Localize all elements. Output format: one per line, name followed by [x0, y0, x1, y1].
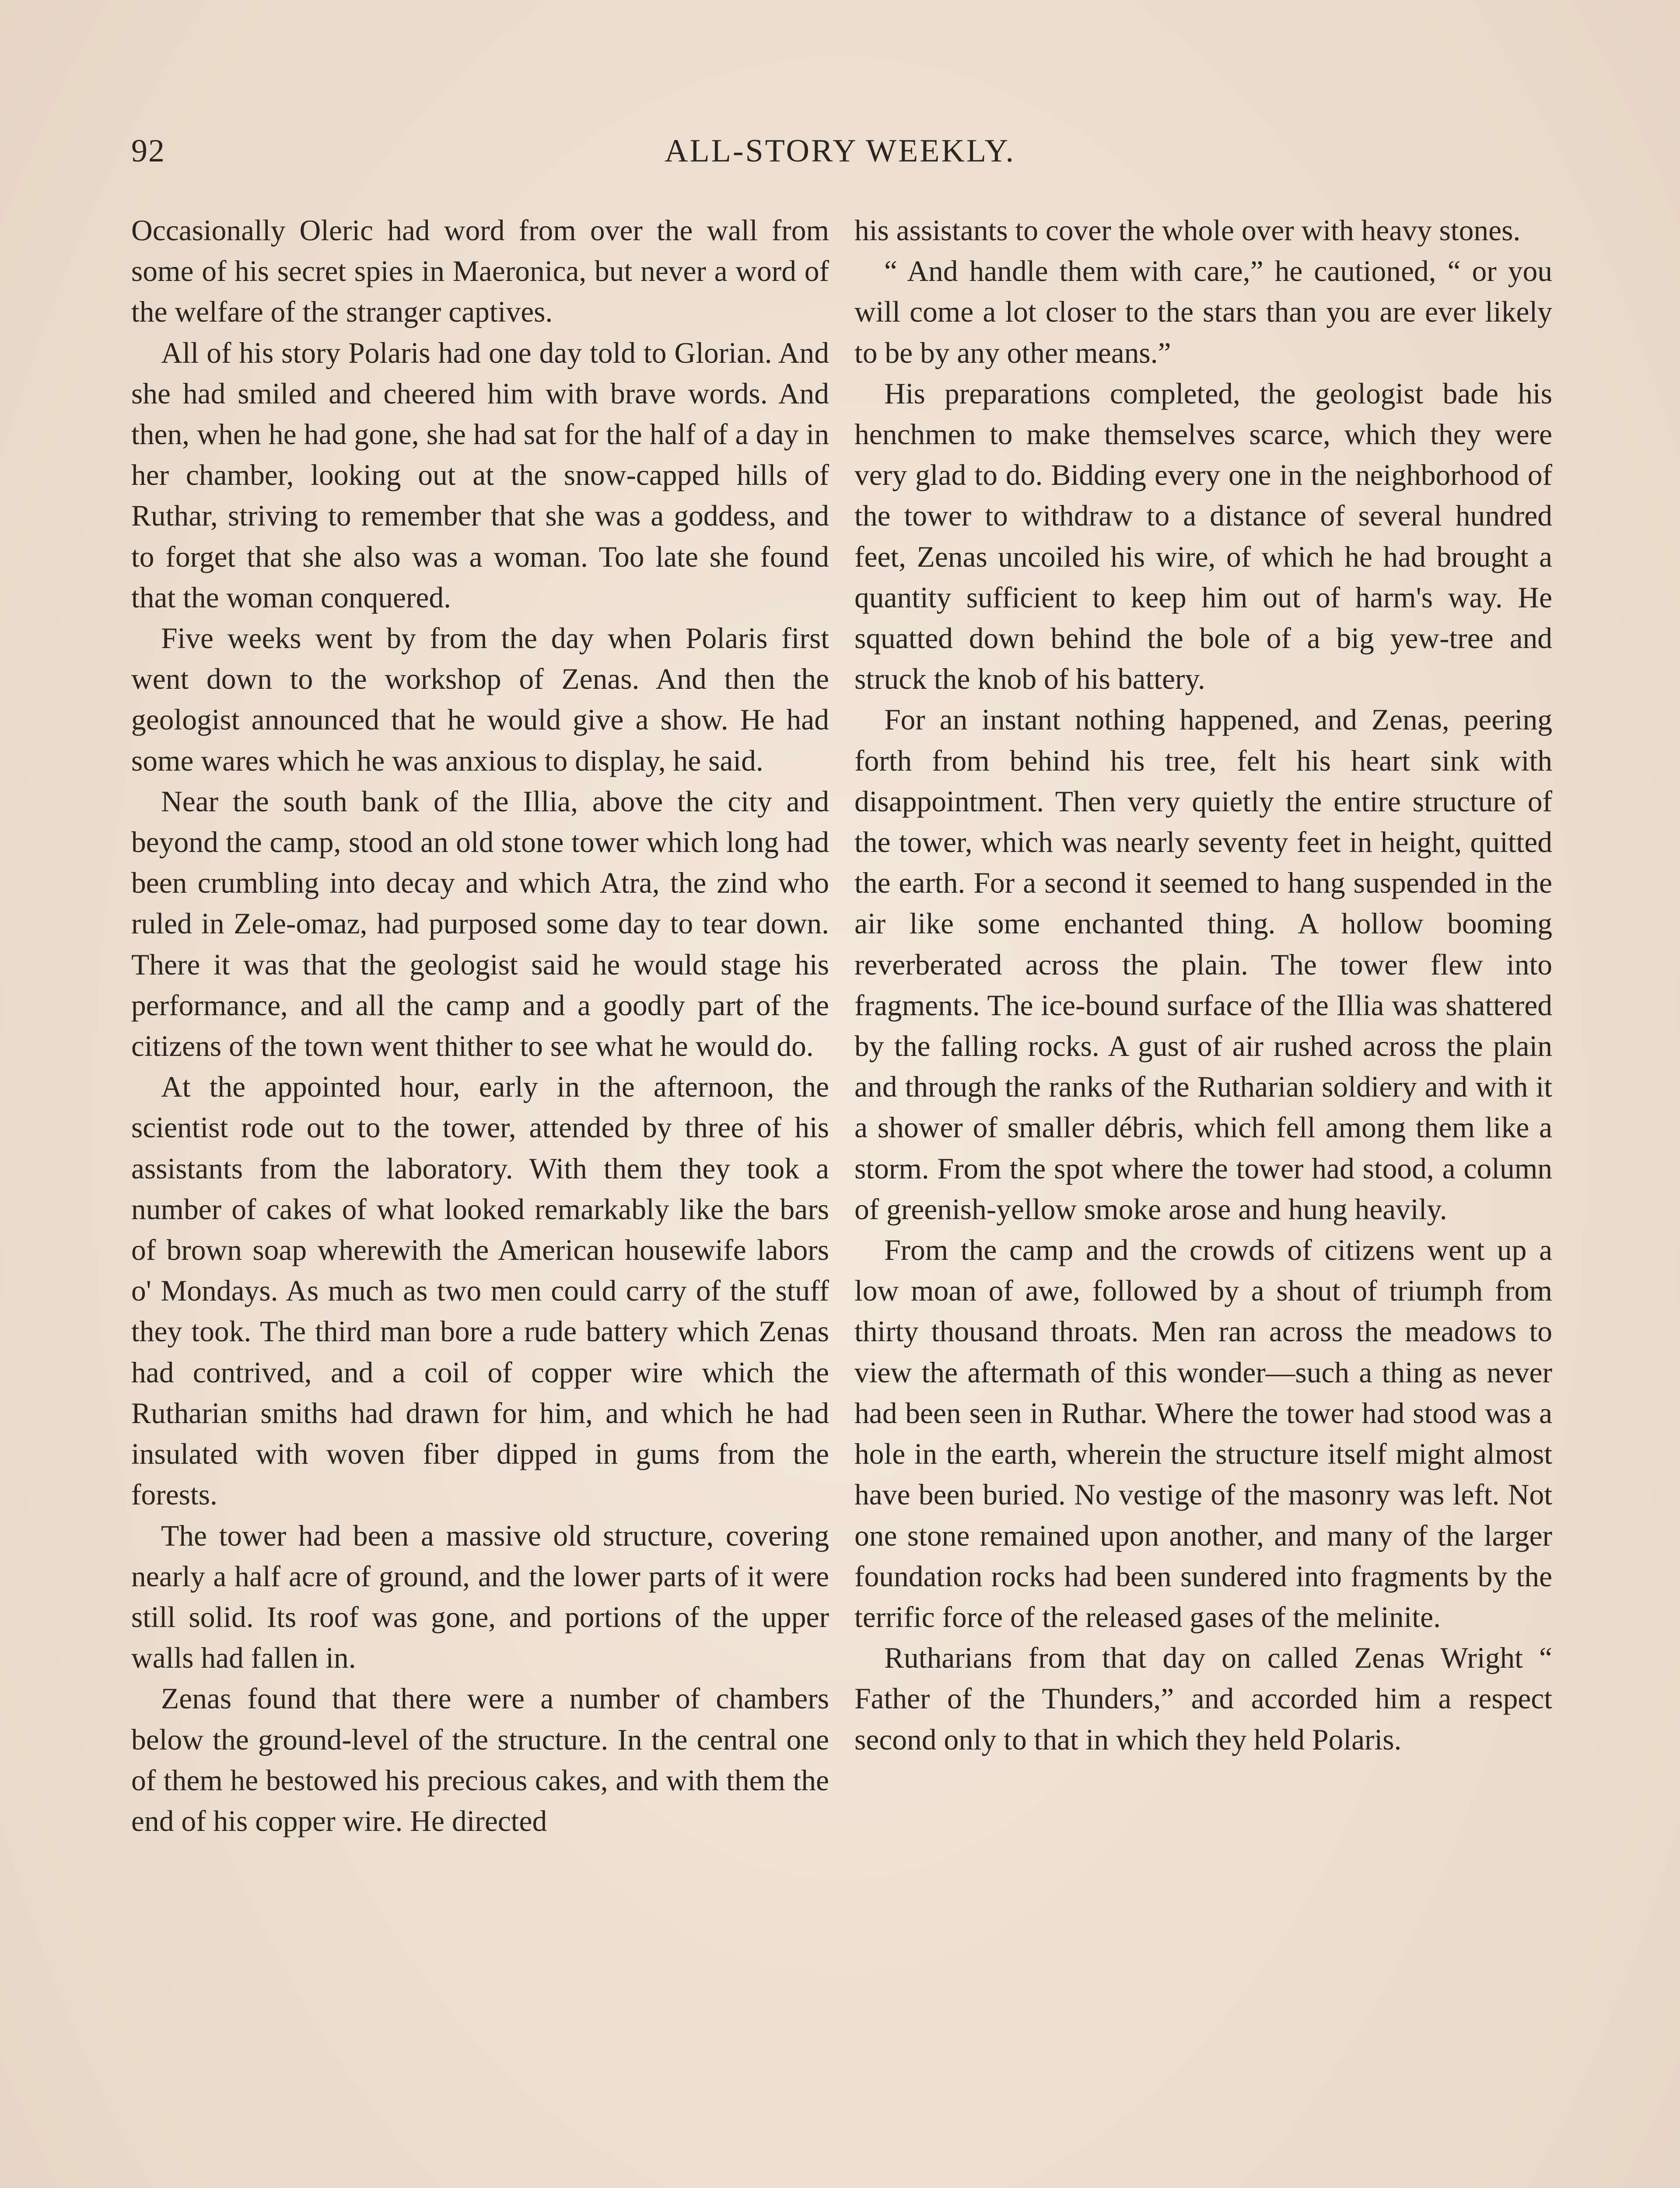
- page-number: 92: [131, 133, 165, 169]
- paragraph: “ And handle them with care,” he cautioned, “ or you will come a lot closer to the stars than you are ever likely to be by any other means.”: [854, 255, 1552, 369]
- paragraph: The tower had been a massive old structure, covering nearly a half acre of ground, and the lower parts of it were still solid. Its roof was gone, and portions of the upper walls had fallen in.: [131, 1519, 829, 1675]
- paragraph: Zenas found that there were a number of chambers below the ground-level of the structure. In the central one of them he bestowed his precious cakes, and with them the end of his copper wire. He directed: [131, 1682, 829, 1837]
- paragraph: Five weeks went by from the day when Polaris first went down to the workshop of Zenas. And then the geologist announced that he would give a show. He had some wares which he was anxious to display, he said.: [131, 622, 829, 777]
- paragraph: At the appointed hour, early in the afternoon, the scientist rode out to the tower, attended by three of his assistants from the laboratory. With them they took a number of cakes of what looked remarkably like the bars of brown soap wherewith the American housewife labors o' Mondays. As much as two men could carry of the stuff they took. The third man bore a rude battery which Zenas had contrived, and a coil of copper wire which the Rutharian smiths had drawn for him, and which he had insulated with woven fiber dipped in gums from the forests.: [131, 1070, 829, 1511]
- paragraph: Near the south bank of the Illia, above the city and beyond the camp, stood an old stone tower which long had been crumbling into decay and which Atra, the zind who ruled in Zele-omaz, had purposed some day to tear down. There it was that the geologist said he would stage his performance, and all the camp and a goodly part of the citizens of the town went thither to see what he would do.: [131, 785, 829, 1063]
- paragraph: his assistants to cover the whole over with heavy stones.: [854, 214, 1521, 247]
- paragraph: From the camp and the crowds of citizens went up a low moan of awe, followed by a shout of triumph from thirty thousand throats. Men ran across the meadows to view the aftermath of this wonder—such a thing as never had been seen in Ruthar. Where the tower had stood was a hole in the earth, wherein the structure itself might almost have been buried. No vestige of the masonry was left. Not one stone remained upon another, and many of the larger foundation rocks had been sundered into fragments by the terrific force of the released gases of the melinite.: [854, 1234, 1552, 1634]
- paragraph: His preparations completed, the geologist bade his henchmen to make themselves scarce, which they were very glad to do. Bidding every one in the neighborhood of the tower to withdraw to a distance of several hundred feet, Zenas uncoiled his wire, of which he had brought a quantity sufficient to keep him out of harm's way. He squatted down behind the bole of a big yew-tree and struck the knob of his battery.: [854, 377, 1552, 696]
- paragraph: All of his story Polaris had one day told to Glorian. And she had smiled and cheered him with brave words. And then, when he had gone, she had sat for the half of a day in her chamber, looking out at the snow-capped hills of Ruthar, striving to remember that she was a goddess, and to forget that she also was a woman. Too late she found that the woman conquered.: [131, 336, 829, 614]
- paragraph: Occasionally Oleric had word from over the wall from some of his secret spies in Maeronica, but never a word of the welfare of the stranger captives.: [131, 214, 829, 329]
- page-header: [131, 127, 1549, 175]
- left-column: [131, 210, 829, 1841]
- paragraph: Rutharians from that day on called Zenas Wright “ Father of the Thunders,” and accorded him a respect second only to that in which they held Polaris.: [854, 1641, 1552, 1756]
- right-column: [854, 210, 1552, 1760]
- paragraph: For an instant nothing happened, and Zenas, peering forth from behind his tree, felt his heart sink with disappointment. Then very quietly the entire structure of the tower, which was nearly seventy feet in height, quitted the earth. For a second it seemed to hang suspended in the air like some enchanted thing. A hollow booming reverberated across the plain. The tower flew into fragments. The ice-bound surface of the Illia was shattered by the falling rocks. A gust of air rushed across the plain and through the ranks of the Rutharian soldiery and with it a shower of smaller débris, which fell among them like a storm. From the spot where the tower had stood, a column of greenish-yellow smoke arose and hung heavily.: [854, 703, 1552, 1226]
- running-title: ALL-STORY WEEKLY.: [665, 133, 1015, 169]
